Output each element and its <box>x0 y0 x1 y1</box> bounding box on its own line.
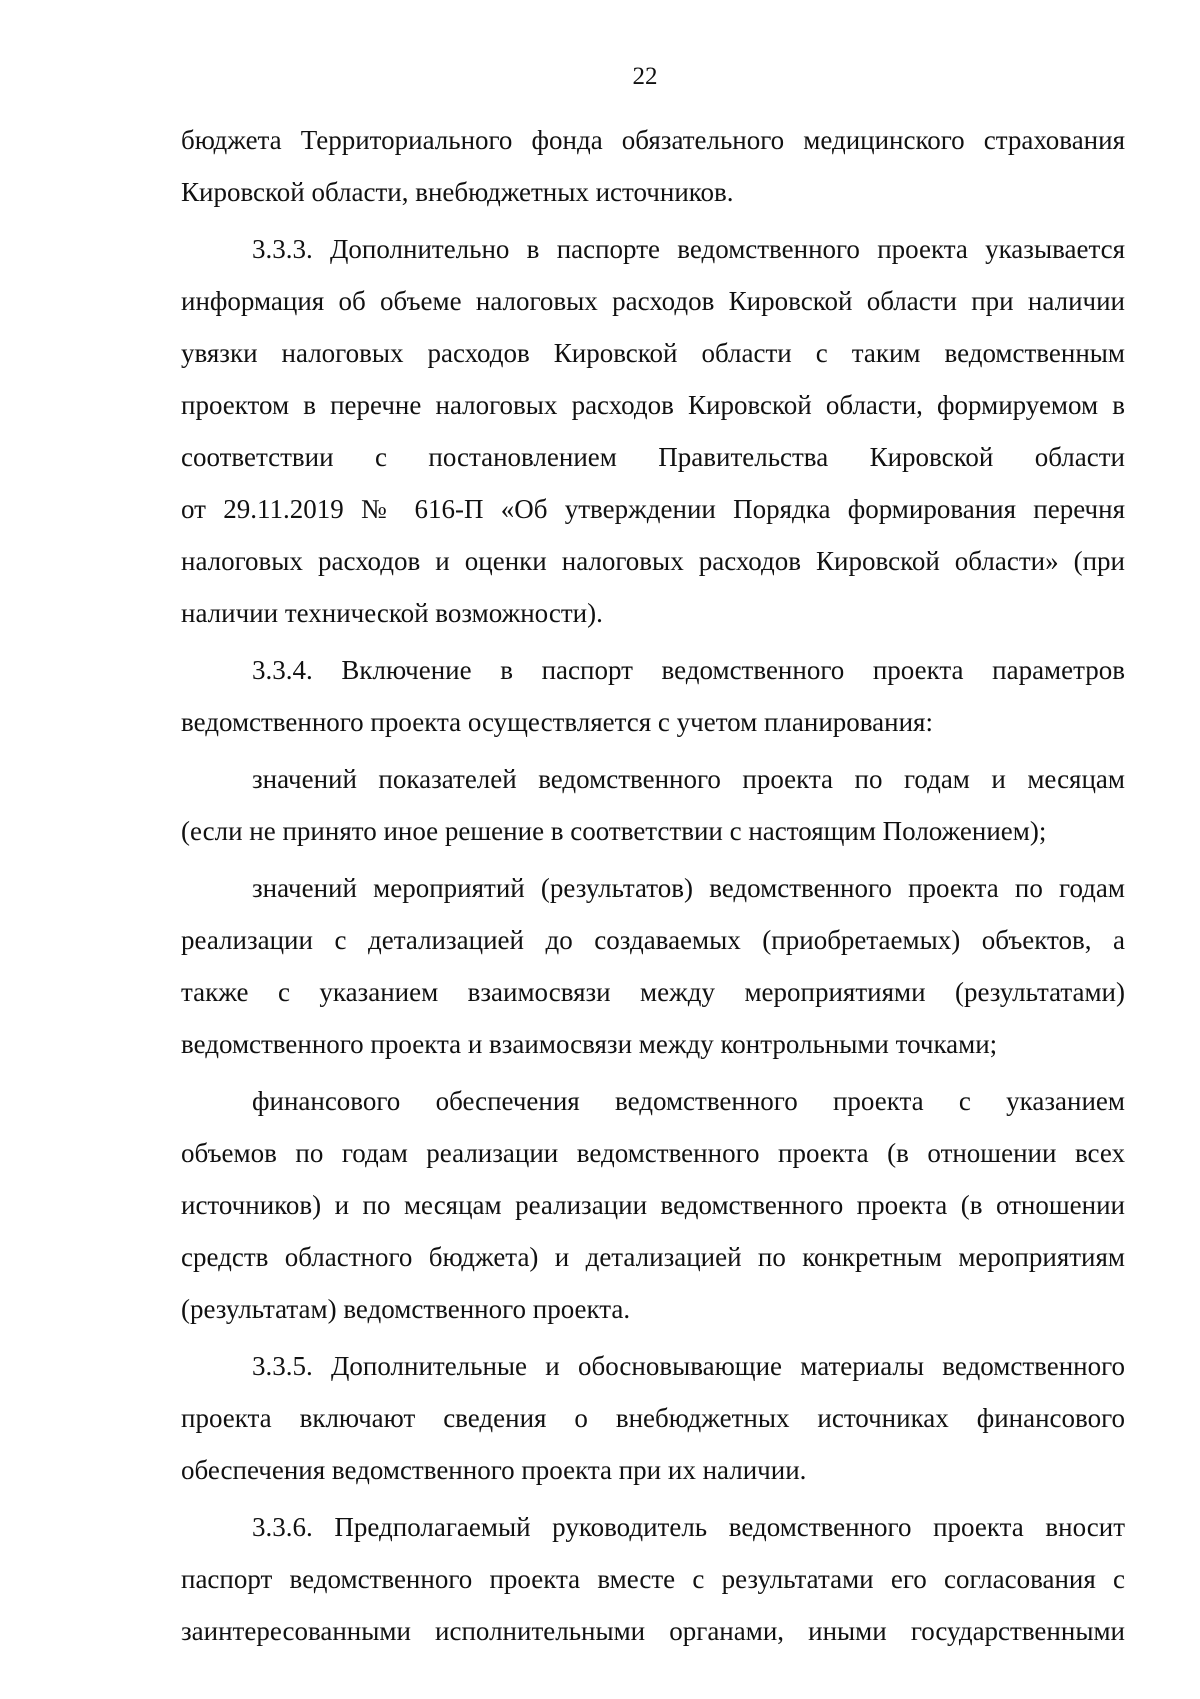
text-line: паспорт ведомственного проекта вместе с результатами его согласования с <box>181 1564 1125 1594</box>
text-line: реализации с детализацией до создаваемых (приобретаемых) объектов, а <box>181 925 1125 955</box>
text-line: проектом в перечне налоговых расходов Кировской области, формируемом в <box>181 390 1125 420</box>
text-line: ведомственного проекта осуществляется с учетом планирования: <box>181 707 933 737</box>
text-line: 3.3.4. Включение в паспорт ведомственного проекта параметров <box>252 655 1125 685</box>
document-body <box>181 114 1125 1657</box>
text-line: обеспечения ведомственного проекта при их наличии. <box>181 1455 807 1485</box>
text-line: соответствии с постановлением Правительства Кировской области <box>181 442 1125 472</box>
text-line: Кировской области, внебюджетных источников. <box>181 177 734 207</box>
text-line: бюджета Территориального фонда обязательного медицинского страхования <box>181 125 1125 155</box>
text-line: источников) и по месяцам реализации ведомственного проекта (в отношении <box>181 1190 1125 1220</box>
text-line: 3.3.3. Дополнительно в паспорте ведомственного проекта указывается <box>252 234 1125 264</box>
text-line: (если не принято иное решение в соответствии с настоящим Положением); <box>181 816 1047 846</box>
text-line: заинтересованными исполнительными органами, иными государственными <box>181 1616 1125 1646</box>
page-number: 22 <box>632 63 658 90</box>
text-line: наличии технической возможности). <box>181 598 603 628</box>
text-line: проекта включают сведения о внебюджетных источниках финансового <box>181 1403 1125 1433</box>
text-line: значений мероприятий (результатов) ведомственного проекта по годам <box>252 873 1125 903</box>
paragraph-3-3-4 <box>181 644 1125 748</box>
text-line: налоговых расходов и оценки налоговых расходов Кировской области» (при <box>181 546 1125 576</box>
text-line: значений показателей ведомственного проекта по годам и месяцам <box>252 764 1125 794</box>
text-line: финансового обеспечения ведомственного проекта с указанием <box>252 1086 1125 1116</box>
text-line: (результатам) ведомственного проекта. <box>181 1294 631 1324</box>
text-line: информация об объеме налоговых расходов Кировской области при наличии <box>181 286 1125 316</box>
text-line: объемов по годам реализации ведомственного проекта (в отношении всех <box>181 1138 1125 1168</box>
text-line: 3.3.6. Предполагаемый руководитель ведомственного проекта вносит <box>252 1512 1125 1542</box>
paragraph-3-3-6 <box>181 1501 1125 1657</box>
paragraph-financial-support <box>181 1075 1125 1335</box>
text-line: 3.3.5. Дополнительные и обосновывающие материалы ведомственного <box>252 1351 1125 1381</box>
text-line: увязки налоговых расходов Кировской области с таким ведомственным <box>181 338 1125 368</box>
text-line: от 29.11.2019 № 616-П «Об утверждении Порядка формирования перечня <box>181 494 1125 524</box>
text-line: также с указанием взаимосвязи между мероприятиями (результатами) <box>181 977 1125 1007</box>
paragraph-indicator-values <box>181 753 1125 857</box>
paragraph-budget-sources <box>181 114 1125 218</box>
paragraph-activity-values <box>181 862 1125 1070</box>
paragraph-3-3-5 <box>181 1340 1125 1496</box>
text-line: средств областного бюджета) и детализацией по конкретным мероприятиям <box>181 1242 1125 1272</box>
text-line: ведомственного проекта и взаимосвязи между контрольными точками; <box>181 1029 998 1059</box>
paragraph-3-3-3 <box>181 223 1125 639</box>
